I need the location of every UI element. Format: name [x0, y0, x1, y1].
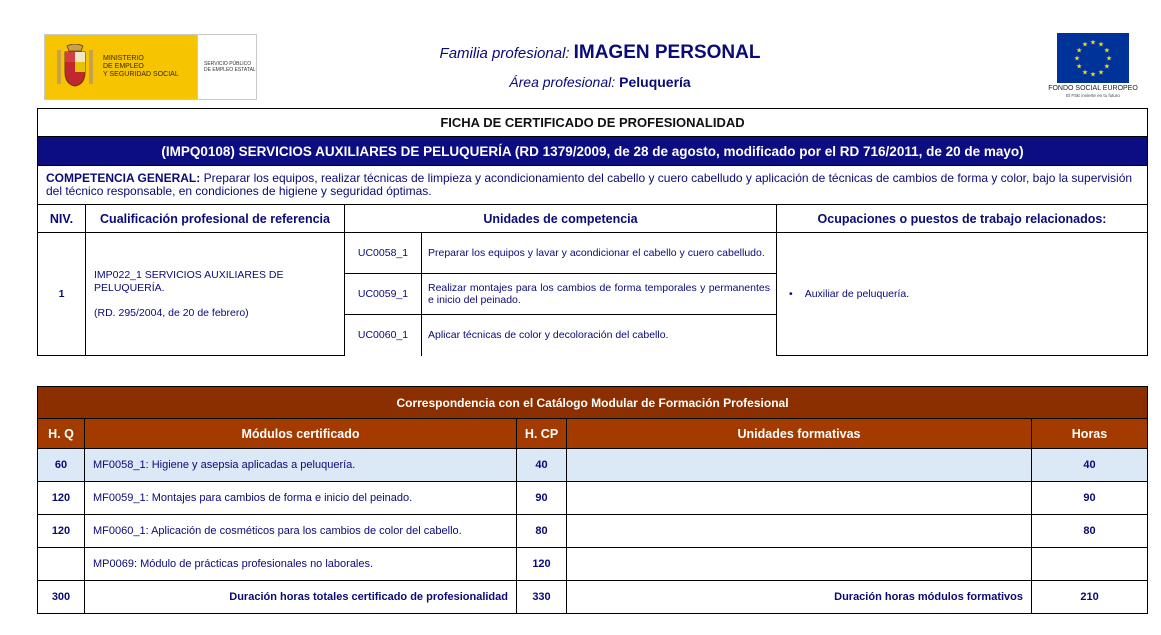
header-modulos: Módulos certificado — [85, 419, 517, 449]
modulo-row — [38, 548, 1148, 581]
hq-cell — [38, 548, 85, 581]
total-uf-label: Duración horas módulos formativos — [567, 581, 1032, 614]
header-hq: H. Q — [38, 419, 85, 449]
ficha-header-row — [38, 205, 1148, 233]
modulo-row — [38, 482, 1148, 515]
ficha-title: FICHA DE CERTIFICADO DE PROFESIONALIDAD — [38, 109, 1148, 137]
competencia-general — [38, 166, 1148, 205]
ocupacion-item: • Auxiliar de peluquería. — [789, 288, 1135, 300]
uc-code: UC0059_1 — [345, 274, 422, 315]
modulo-cell: MF0058_1: Higiene y asepsia aplicadas a peluquería. — [85, 449, 517, 482]
ministry-line: Y SEGURIDAD SOCIAL — [103, 71, 179, 78]
document-heading — [380, 42, 820, 90]
eu-star-icon: ★ — [1081, 41, 1089, 49]
familia-profesional — [380, 42, 820, 64]
correspondencia-table — [37, 386, 1148, 614]
eu-star-icon: ★ — [1081, 69, 1089, 77]
modulo-row — [38, 449, 1148, 482]
nivel-value: 1 — [38, 233, 86, 356]
total-hq: 300 — [38, 581, 85, 614]
header-unidades-formativas: Unidades formativas — [567, 419, 1032, 449]
header-cualificacion: Cualificación profesional de referencia — [86, 205, 345, 233]
area-value: Peluquería — [619, 74, 691, 90]
certificate-code-row — [38, 137, 1148, 166]
uc-description: Realizar montajes para los cambios de forma temporales y permanentes e inicio del peinado. — [422, 274, 777, 315]
header-horas: Horas — [1032, 419, 1148, 449]
cualificacion-rd: (RD. 295/2004, de 20 de febrero) — [94, 306, 249, 319]
competencia-label: COMPETENCIA GENERAL: — [46, 171, 201, 185]
hcp-cell: 40 — [517, 449, 567, 482]
eu-label: FONDO SOCIAL EUROPEO — [1048, 85, 1138, 92]
uf-cell — [567, 515, 1032, 548]
hq-cell: 120 — [38, 515, 85, 548]
eu-star-icon: ★ — [1089, 71, 1097, 79]
cualificacion-cell — [86, 233, 345, 356]
horas-cell: 90 — [1032, 482, 1148, 515]
eu-star-icon: ★ — [1076, 47, 1083, 55]
certificate-code: (IMPQ0108) SERVICIOS AUXILIARES DE PELUQUERÍA (RD 1379/2009, de 28 de agosto, modificado por el RD 716/2011, de 20 de mayo) — [38, 137, 1148, 166]
header-ocupaciones: Ocupaciones o puestos de trabajo relacionados: — [777, 205, 1148, 233]
hcp-cell: 80 — [517, 515, 567, 548]
uf-cell — [567, 548, 1032, 581]
horas-cell: 80 — [1032, 515, 1148, 548]
competencia-text: Preparar los equipos, realizar técnicas de limpieza y acondicionamiento del cabello y cuero cabelludo y aplicación de técnicas de cambios de forma y color, bajo la supervisión del técnico responsable, en condiciones de higiene y seguridad óptimas. — [46, 171, 1133, 198]
totals-row — [38, 581, 1148, 614]
header-hcp: H. CP — [517, 419, 567, 449]
total-horas: 210 — [1032, 581, 1148, 614]
header-unidades: Unidades de competencia — [345, 205, 777, 233]
correspondencia-header-row — [38, 419, 1148, 449]
eu-star-icon: ★ — [1103, 63, 1110, 71]
header-niv: NIV. — [38, 205, 86, 233]
horas-cell: 40 — [1032, 449, 1148, 482]
modulo-cell: MP0069: Módulo de prácticas profesionales no laborales. — [85, 548, 517, 581]
modulo-cell: MF0059_1: Montajes para cambios de forma e inicio del peinado. — [85, 482, 517, 515]
modulo-row — [38, 515, 1148, 548]
unidad-row — [38, 233, 1148, 274]
eu-star-icon: ★ — [1097, 69, 1105, 77]
eu-star-icon: ★ — [1103, 47, 1110, 55]
hcp-cell: 120 — [517, 548, 567, 581]
ministry-name — [103, 55, 193, 79]
ocupaciones-cell — [777, 233, 1148, 356]
eu-star-icon: ★ — [1076, 63, 1083, 71]
familia-value: IMAGEN PERSONAL — [573, 42, 761, 63]
eu-star-icon: ★ — [1097, 41, 1105, 49]
eu-star-icon: ★ — [1073, 55, 1081, 63]
ministry-logo-panel — [45, 35, 197, 99]
eu-star-icon: ★ — [1089, 39, 1097, 47]
eu-logo — [1038, 33, 1148, 103]
total-label: Duración horas totales certificado de profesionalidad — [85, 581, 517, 614]
hq-cell: 60 — [38, 449, 85, 482]
uc-code: UC0058_1 — [345, 233, 422, 274]
spanish-crest-icon — [55, 44, 95, 90]
ficha-title-row — [38, 109, 1148, 137]
sepe-line: SERVICIO PÚBLICO — [204, 61, 252, 67]
uf-cell — [567, 482, 1032, 515]
hq-cell: 120 — [38, 482, 85, 515]
total-hcp: 330 — [517, 581, 567, 614]
correspondencia-title: Correspondencia con el Catálogo Modular de Formación Profesional — [38, 387, 1148, 419]
ocupaciones-list — [789, 288, 1135, 300]
eu-star-icon: ★ — [1105, 55, 1113, 63]
modulo-cell: MF0060_1: Aplicación de cosméticos para los cambios de color del cabello. — [85, 515, 517, 548]
uf-cell — [567, 449, 1032, 482]
area-profesional — [380, 74, 820, 90]
familia-label: Familia profesional: — [439, 45, 570, 62]
correspondencia-title-row — [38, 387, 1148, 419]
eu-sublabel: El FSE invierte en tu futuro — [1066, 93, 1120, 98]
ministry-line: MINISTERIO — [103, 55, 144, 62]
hcp-cell: 90 — [517, 482, 567, 515]
uc-description: Preparar los equipos y lavar y acondicionar el cabello y cuero cabelludo. — [422, 233, 777, 274]
area-label: Área profesional: — [509, 74, 616, 90]
horas-cell — [1032, 548, 1148, 581]
sepe-logo — [197, 35, 256, 99]
cualificacion-name: IMP022_1 SERVICIOS AUXILIARES DE PELUQUERÍA. — [94, 268, 284, 294]
ministry-line: DE EMPLEO — [103, 63, 144, 70]
eu-flag-icon — [1057, 33, 1129, 83]
ministry-logo — [44, 34, 257, 100]
uc-code: UC0060_1 — [345, 315, 422, 356]
sepe-line: DE EMPLEO ESTATAL — [204, 67, 256, 73]
uc-description: Aplicar técnicas de color y decoloración del cabello. — [422, 315, 777, 356]
ficha-table — [37, 108, 1148, 356]
competencia-row — [38, 166, 1148, 205]
